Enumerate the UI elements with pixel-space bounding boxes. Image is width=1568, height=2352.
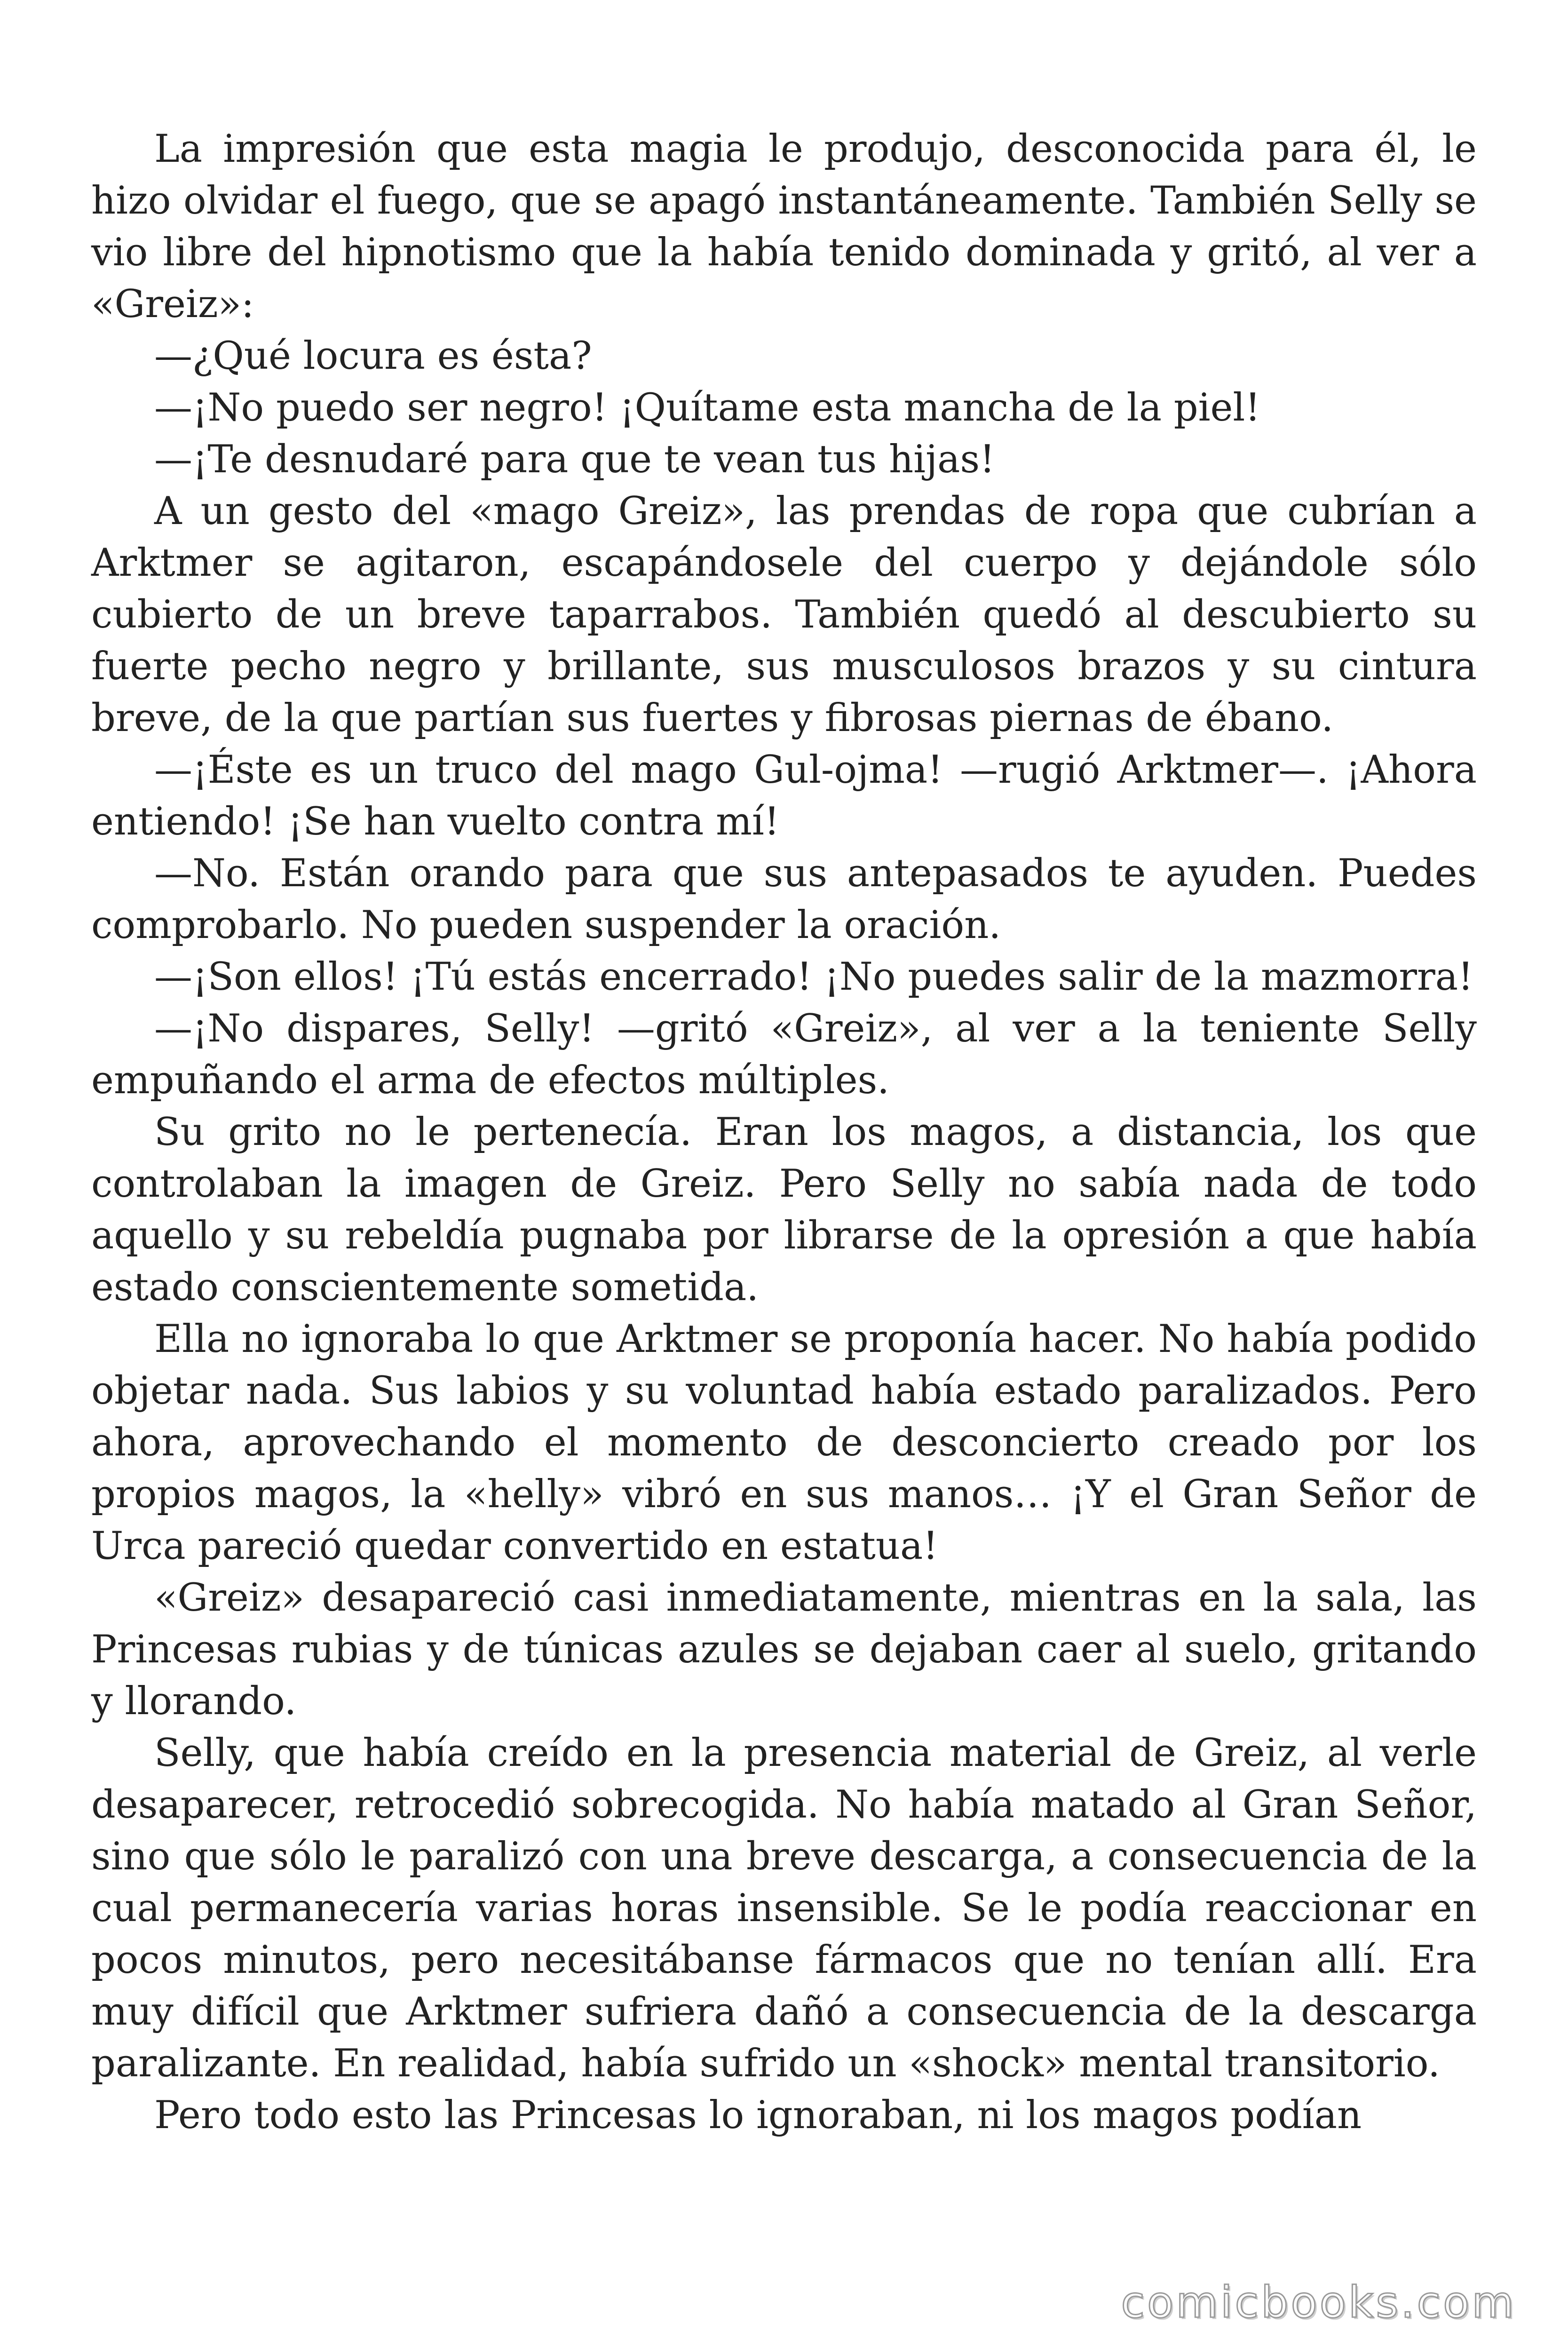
paragraph: —¿Qué locura es ésta?	[154, 334, 592, 378]
paragraph: —¡Éste es un truco del mago Gul-ojma! —rugió Arktmer—. ¡Ahora entiendo! ¡Se han vuelto contra mí!	[91, 748, 1477, 844]
paragraph: Pero todo esto las Princesas lo ignoraban, ni los magos podían	[154, 2093, 1362, 2137]
paragraph: —¡Son ellos! ¡Tú estás encerrado! ¡No puedes salir de la mazmorra!	[154, 955, 1473, 999]
paragraph: La impresión que esta magia le produjo, desconocida para él, le hizo olvidar el fuego, que se apagó instantáneamente. También Selly se vio libre del hipnotismo que la había tenido dominada y gritó, al ver a «Greiz»:	[91, 127, 1477, 326]
paragraph: A un gesto del «mago Greiz», las prendas de ropa que cubrían a Arktmer se agitaron, escapándosele del cuerpo y dejándole sólo cubierto de un breve taparrabos. También quedó al descubierto su fuerte pecho negro y brillante, sus musculosos brazos y su cintura breve, de la que partían sus fuertes y fibrosas piernas de ébano.	[91, 489, 1477, 740]
paragraph: —¡Te desnudaré para que te vean tus hijas!	[154, 437, 995, 482]
paragraph: Selly, que había creído en la presencia material de Greiz, al verle desaparecer, retrocedió sobrecogida. No había matado al Gran Señor, sino que sólo le paralizó con una breve descarga, a consecuencia de la cual permanecería varias horas insensible. Se le podía reaccionar en pocos minutos, pero necesitábanse fármacos que no tenían allí. Era muy difícil que Arktmer sufriera dañó a consecuencia de la descarga paralizante. En realidad, había sufrido un «shock» mental transitorio.	[91, 1731, 1477, 2086]
paragraph: —¡No puedo ser negro! ¡Quítame esta mancha de la piel!	[154, 386, 1260, 430]
watermark: comicbooks.com	[1121, 2277, 1516, 2328]
paragraph: Ella no ignoraba lo que Arktmer se proponía hacer. No había podido objetar nada. Sus labios y su voluntad había estado paralizados. Pero ahora, aprovechando el momento de desconcierto creado por los propios magos, la «helly» vibró en sus manos… ¡Y el Gran Señor de Urca pareció quedar convertido en estatua!	[91, 1317, 1477, 1568]
paragraph: —No. Están orando para que sus antepasados te ayuden. Puedes comprobarlo. No pueden suspender la oración.	[91, 851, 1477, 947]
paragraph: —¡No dispares, Selly! —gritó «Greiz», al ver a la teniente Selly empuñando el arma de efectos múltiples.	[91, 1007, 1477, 1103]
paragraph: Su grito no le pertenecía. Eran los magos, a distancia, los que controlaban la imagen de Greiz. Pero Selly no sabía nada de todo aquello y su rebeldía pugnaba por librarse de la opresión a que había estado conscientemente sometida.	[91, 1110, 1477, 1310]
paragraph: «Greiz» desapareció casi inmediatamente, mientras en la sala, las Princesas rubias y de túnicas azules se dejaban caer al suelo, gritando y llorando.	[91, 1576, 1477, 1724]
page-text	[91, 123, 1477, 2141]
